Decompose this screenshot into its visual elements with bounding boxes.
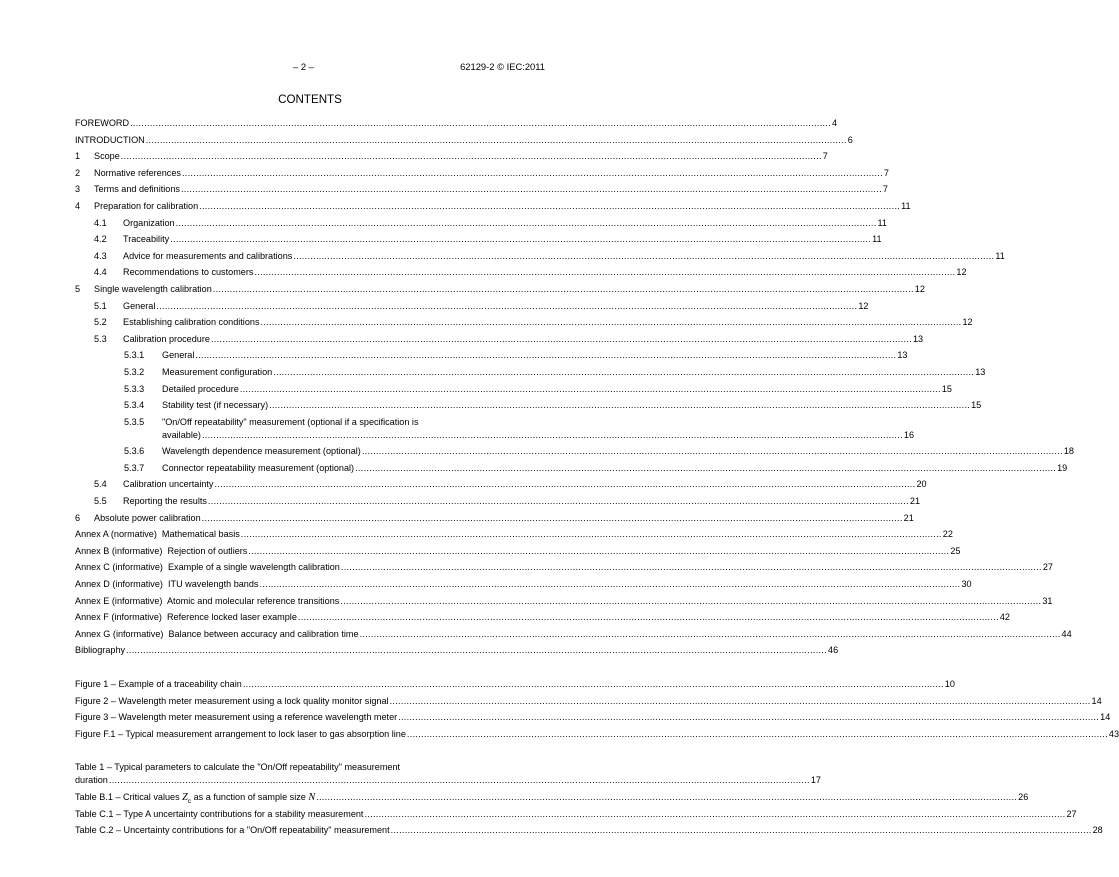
- toc-entry-page: 13: [912, 333, 924, 344]
- toc-entry-number: 2: [75, 167, 81, 178]
- toc-entry-page: 17: [810, 775, 821, 786]
- toc-entry-number: 3: [75, 184, 81, 195]
- toc-entry-title: FOREWORD: [75, 118, 130, 128]
- toc-entry-page: 14: [1100, 712, 1111, 723]
- toc-entry-number: 5.3.4: [124, 400, 145, 411]
- toc-entry-page: 20: [916, 479, 927, 490]
- toc-entry-title: General: [123, 300, 156, 311]
- variable-n: N: [308, 791, 316, 803]
- toc-entry-5-1[interactable]: [75, 300, 869, 318]
- toc-entry-title: Figure 3 – Wavelength meter measurement using a reference wavelength meter: [75, 712, 398, 723]
- toc-entry-title: INTRODUCTION: [75, 134, 145, 145]
- toc-entry-5-3-2[interactable]: [75, 366, 986, 384]
- toc-entry-title: Establishing calibration conditions: [123, 317, 260, 328]
- toc-entry-page: 21: [909, 496, 921, 507]
- toc-entry-5-3-7[interactable]: [75, 462, 1068, 480]
- toc-entry-title: Stability test (if necessary): [162, 400, 269, 411]
- toc-entry-page: 26: [1018, 791, 1029, 802]
- toc-entry-number: 5.5: [94, 496, 107, 507]
- toc-entry-4-1[interactable]: [75, 217, 887, 235]
- toc-entry-5-3[interactable]: [75, 333, 924, 351]
- toc-entry-number: 5: [75, 283, 81, 294]
- toc-entry-page: 31: [1042, 595, 1053, 606]
- toc-entry-title: Recommendations to customers: [123, 267, 254, 278]
- toc-entry-title: Annex G (informative) Balance between accuracy and calibration time: [75, 628, 359, 639]
- toc-entry-page: 6: [847, 134, 853, 145]
- toc-entry-page: 15: [971, 400, 982, 411]
- toc-entry-title: Bibliography: [75, 645, 126, 656]
- toc-entry-page: 42: [999, 612, 1010, 623]
- toc-entry-5-3-6[interactable]: [75, 446, 1074, 463]
- toc-entry-number: 4.4: [94, 267, 107, 278]
- toc-entry-title: Normative references: [94, 167, 181, 178]
- toc-entry-number: 6: [75, 512, 81, 523]
- toc-entry-title: Scope: [94, 151, 120, 162]
- toc-entry-title: Annex E (informative) Atomic and molecular reference transitions: [75, 595, 340, 606]
- toc-entry-page: 21: [903, 512, 914, 523]
- toc-annex-b[interactable]: [75, 545, 961, 563]
- toc-entry-page: 22: [942, 529, 953, 540]
- toc-entry-page: 43: [1108, 728, 1119, 739]
- variable-z-subscript: c: [187, 797, 192, 805]
- toc-entry-title: Connector repeatability measurement (optional): [162, 462, 355, 473]
- toc-entry-5-3-1[interactable]: [75, 350, 908, 367]
- toc-entry-5-3-5[interactable]: [75, 416, 915, 447]
- toc-entry-number: 5.3.1: [124, 350, 145, 361]
- toc-entry-title: Annex A (normative) Mathematical basis: [75, 529, 240, 540]
- toc-entry-title: Table C.2 – Uncertainty contributions for a "On/Off repeatability" measurement: [75, 825, 390, 836]
- toc-table-c1[interactable]: [75, 808, 1077, 826]
- toc-entry-title: Annex D (informative) ITU wavelength bands: [75, 579, 259, 590]
- toc-entry-number: 5.3.6: [124, 446, 145, 457]
- toc-entry-4-4[interactable]: [75, 267, 967, 284]
- toc-annex-c[interactable]: [75, 562, 1053, 579]
- toc-entry-page: 11: [872, 234, 882, 245]
- toc-annex-d[interactable]: [75, 579, 972, 596]
- toc-entry-page: 46: [828, 645, 839, 656]
- toc-table-1[interactable]: [75, 762, 821, 792]
- toc-entry-page: 11: [877, 217, 887, 228]
- toc-entry-number: 5.3.7: [124, 462, 145, 473]
- toc-entry-6[interactable]: [75, 512, 914, 530]
- toc-annex-f[interactable]: [75, 612, 1010, 629]
- toc-entry-5-3-3[interactable]: [75, 383, 952, 401]
- toc-entry-title: Calibration procedure: [123, 333, 210, 344]
- toc-entry-3[interactable]: [75, 184, 888, 201]
- toc-entry-number: 5.2: [94, 317, 107, 328]
- toc-entry-page: 11: [901, 200, 911, 211]
- toc-entry-title: Table B.1 – Critical values $Z_c$ as a function of sample size N: [75, 791, 316, 805]
- toc-entry-page: 16: [903, 429, 915, 440]
- toc-figure-3[interactable]: [75, 712, 1111, 729]
- toc-entry-title: Advice for measurements and calibrations: [123, 250, 293, 261]
- toc-entry-page: 44: [1061, 628, 1072, 639]
- toc-entry-title-line1: Table 1 – Typical parameters to calculate the "On/Off repeatability" measurement: [75, 762, 401, 773]
- toc-entry-page: 12: [962, 317, 973, 328]
- toc-entry-page: 7: [882, 184, 888, 195]
- toc-entry-title: Annex C (informative) Example of a single wavelength calibration: [75, 562, 340, 573]
- toc-figure-1[interactable]: [75, 679, 955, 696]
- variable-z: Z: [182, 791, 188, 803]
- toc-entry-page: 12: [858, 300, 869, 311]
- toc-entry-introduction[interactable]: [75, 134, 853, 152]
- toc-entry-number: 4.2: [94, 234, 107, 245]
- toc-entry-4[interactable]: [75, 200, 911, 218]
- toc-entry-title: Measurement configuration: [162, 366, 273, 377]
- toc-entry-title: Annex F (informative) Reference locked laser example: [75, 612, 297, 623]
- toc-entry-title: Single wavelength calibration: [94, 283, 212, 294]
- toc-entry-title: Reporting the results: [123, 496, 207, 507]
- toc-entry-title: Detailed procedure: [162, 383, 239, 394]
- toc-entry-title: Terms and definitions: [94, 184, 180, 195]
- toc-entry-page: 12: [914, 283, 925, 294]
- toc-entry-page: 25: [950, 545, 961, 556]
- table-of-contents: [75, 118, 1119, 842]
- toc-entry-page: 10: [944, 679, 955, 689]
- toc-table-c2[interactable]: [75, 825, 1103, 842]
- toc-entry-title: Calibration uncertainty: [123, 479, 214, 490]
- page-header-number: – 2 –: [293, 61, 314, 72]
- toc-entry-number: 5.3.3: [124, 383, 145, 394]
- toc-entry-page: 28: [1092, 825, 1103, 836]
- toc-table-b1[interactable]: [75, 791, 1029, 809]
- toc-entry-5-5[interactable]: [75, 496, 921, 513]
- toc-entry-page: 27: [1042, 562, 1053, 573]
- toc-entry-5[interactable]: [75, 283, 925, 301]
- toc-entry-title: Absolute power calibration: [94, 512, 201, 523]
- toc-entry-number: 4.1: [94, 217, 107, 228]
- toc-entry-title: Table C.1 – Type A uncertainty contributions for a stability measurement: [75, 808, 364, 819]
- toc-entry-number: 5.3.5: [124, 416, 145, 427]
- toc-entry-1[interactable]: [75, 151, 828, 168]
- toc-entry-page: 11: [995, 250, 1005, 261]
- toc-entry-number: 4.3: [94, 250, 107, 261]
- toc-entry-page: 7: [822, 151, 828, 162]
- toc-entry-title: Preparation for calibration: [94, 200, 199, 211]
- toc-entry-title-line1: "On/Off repeatability" measurement (optional if a specification is: [162, 416, 419, 427]
- toc-entry-page: 12: [956, 267, 967, 278]
- toc-entry-title: Figure 1 – Example of a traceability chain: [75, 679, 242, 689]
- toc-entry-5-3-4[interactable]: [75, 400, 982, 417]
- toc-entry-number: 1: [75, 151, 81, 162]
- toc-entry-4-3[interactable]: [75, 250, 1005, 268]
- toc-entry-title-line2: duration: [75, 775, 108, 786]
- page-header-standard: 62129-2 © IEC:2011: [460, 61, 545, 72]
- toc-entry-page: 14: [1091, 695, 1102, 706]
- toc-entry-title: Traceability: [123, 234, 170, 245]
- toc-entry-title: Figure 2 – Wavelength meter measurement using a lock quality monitor signal: [75, 695, 389, 706]
- toc-annex-a[interactable]: [75, 529, 953, 546]
- toc-entry-number: 5.1: [94, 300, 107, 311]
- toc-entry-5-2[interactable]: [75, 317, 973, 334]
- toc-annex-e[interactable]: [75, 595, 1053, 613]
- toc-figure-f1[interactable]: [75, 728, 1119, 746]
- toc-entry-number: 5.3.2: [124, 366, 145, 377]
- toc-bibliography[interactable]: [75, 645, 839, 662]
- toc-entry-title-line2: available): [162, 429, 201, 440]
- toc-entry-title: General: [162, 350, 195, 361]
- toc-entry-page: 18: [1063, 446, 1074, 457]
- toc-figure-2[interactable]: [75, 695, 1102, 713]
- toc-entry-page: 27: [1066, 808, 1077, 819]
- toc-entry-page: 19: [1057, 462, 1068, 473]
- toc-entry-title: Figure F.1 – Typical measurement arrangement to lock laser to gas absorption line: [75, 728, 406, 739]
- toc-entry-title: Organization: [123, 217, 175, 228]
- toc-annex-g[interactable]: [75, 628, 1072, 646]
- toc-entry-page: 30: [961, 579, 972, 590]
- toc-entry-2[interactable]: [75, 167, 889, 185]
- toc-entry-title: Annex B (informative) Rejection of outliers: [75, 545, 248, 556]
- toc-entry-title: Wavelength dependence measurement (optional): [162, 446, 361, 457]
- toc-entry-foreword[interactable]: [75, 118, 838, 135]
- toc-entry-number: 5.4: [94, 479, 107, 490]
- toc-entry-page: 13: [975, 366, 986, 377]
- toc-entry-number: 4: [75, 200, 81, 211]
- toc-entry-5-4[interactable]: [75, 479, 927, 496]
- toc-entry-page: 15: [941, 383, 952, 394]
- toc-entry-page: 7: [883, 167, 889, 178]
- toc-entry-4-2[interactable]: [75, 234, 882, 251]
- toc-entry-page: 4: [832, 118, 838, 128]
- page-title: CONTENTS: [278, 93, 342, 106]
- toc-entry-page: 13: [897, 350, 908, 361]
- toc-entry-number: 5.3: [94, 333, 107, 344]
